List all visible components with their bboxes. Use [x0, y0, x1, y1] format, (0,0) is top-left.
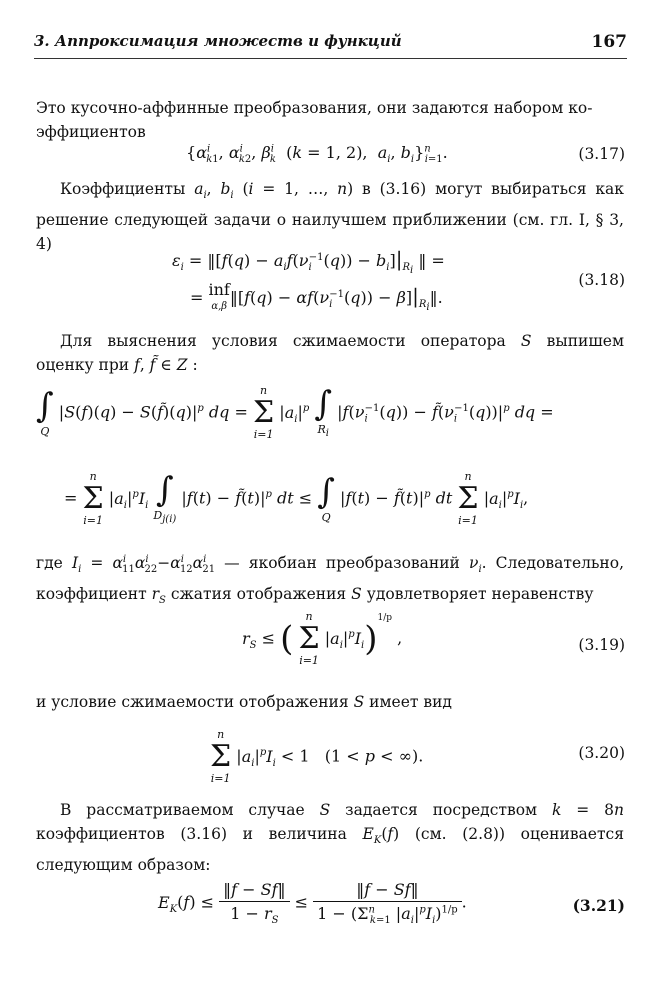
equation-3-20-number: (3.20): [578, 744, 625, 762]
page-number: 167: [591, 32, 627, 52]
equation-3-17: {$\alpha^i_{k1}$, $\alpha^i_{k2}$, $\beta^i_k$ (k = 1, 2), $a_i$, $b_i\}^n_{i=1}$.: [186, 143, 448, 166]
equation-3-18-number: (3.18): [578, 271, 625, 289]
integral-estimate-line-2: = n Σ i=1 $|a_i|^pI_i$ ∫ $D_{j(i)}$ $|f(t) - f̃(t)|^p$ dt ≤ ∫ Q $|f(t) - f̃(t)|^p$ dt n Σ i=1 $|a_i|^pI_i$,: [64, 469, 529, 527]
paragraph-5: и условие сжимаемости отображения S имеет вид: [36, 693, 452, 711]
equation-3-20: n Σ i=1 $|a_i|^pI_i < 1$ (1 < p < ∞).: [210, 728, 424, 785]
equation-3-21-number: (3.21): [572, 896, 625, 915]
equation-3-17-number: (3.17): [578, 145, 625, 163]
equation-3-18-line-2: = inf α,β ‖[f(q) − $\alpha f(\nu_i^{-1}(q))$ − $\beta]|_{R_i}‖$.: [190, 280, 443, 314]
paragraph-3: Для выяснения условия сжимаемости оператора S выпишем оценку при f, f̃ ∈ Z :: [36, 332, 624, 374]
header-rule: [34, 58, 627, 59]
equation-3-21: $E_K(f)$ ≤ $\frac{‖f - Sf‖}{1 - r_S}$ ≤ $\frac{‖f - Sf‖}{1 - (\Sigma^n_{k=1} |a_i|^pI_i)^{1/p}}$ .: [158, 880, 467, 927]
paragraph-4: где $I_i = \alpha^i_{11}\alpha^i_{22}-\alpha^i_{12}\alpha^i_{21}$ — якобиан преобразований $\nu_i$. Следовательно, коэффициент $r_S$ сжатия отображения S удовлетворяет неравенству: [36, 554, 625, 607]
running-header: [34, 32, 627, 56]
equation-3-19-number: (3.19): [578, 636, 625, 654]
equation-3-19: $r_S$ ≤ ( n Σ i=1 $|a_i|^pI_i)^{1/p}$ ,: [242, 610, 403, 667]
equation-3-18-line-1: $\varepsilon_i$ = ‖[f(q) − $a_if(\nu_i^{-1}(q)) - b_i]|_{R_i}$ ‖ =: [172, 247, 445, 277]
paragraph-1-line-1: Это кусочно-аффинные преобразования, они задаются набором ко-: [36, 99, 593, 117]
paragraph-6: В рассматриваемом случае S задается посредством k = 8n коэффициентов (3.16) и величина $E_K(f)$ (см. (2.8)) оценивается следующим образом:: [36, 801, 625, 875]
running-header-title: 3. Аппроксимация множеств и функций: [34, 32, 402, 50]
paragraph-1: [36, 96, 624, 144]
paragraph-2: Коэффициенты $a_i$, $b_i$ (i = 1, …, n) в (3.16) могут выбираться как решение следующей задачи о наилучшем приближении (см. гл. I, § 3, 4): [36, 180, 624, 254]
integral-estimate-line-1: ∫ Q $|S(f)(q) - S(f̃)(q)|^p$ dq = n Σ i=1 $|a_i|^p$ ∫ $R_i$ $|f(\nu_i^{-1}(q))$ − $f̃(\nu_i^{-1}(q))|^p$ dq =: [36, 383, 554, 441]
paragraph-1-line-2: эффициентов: [36, 123, 146, 141]
